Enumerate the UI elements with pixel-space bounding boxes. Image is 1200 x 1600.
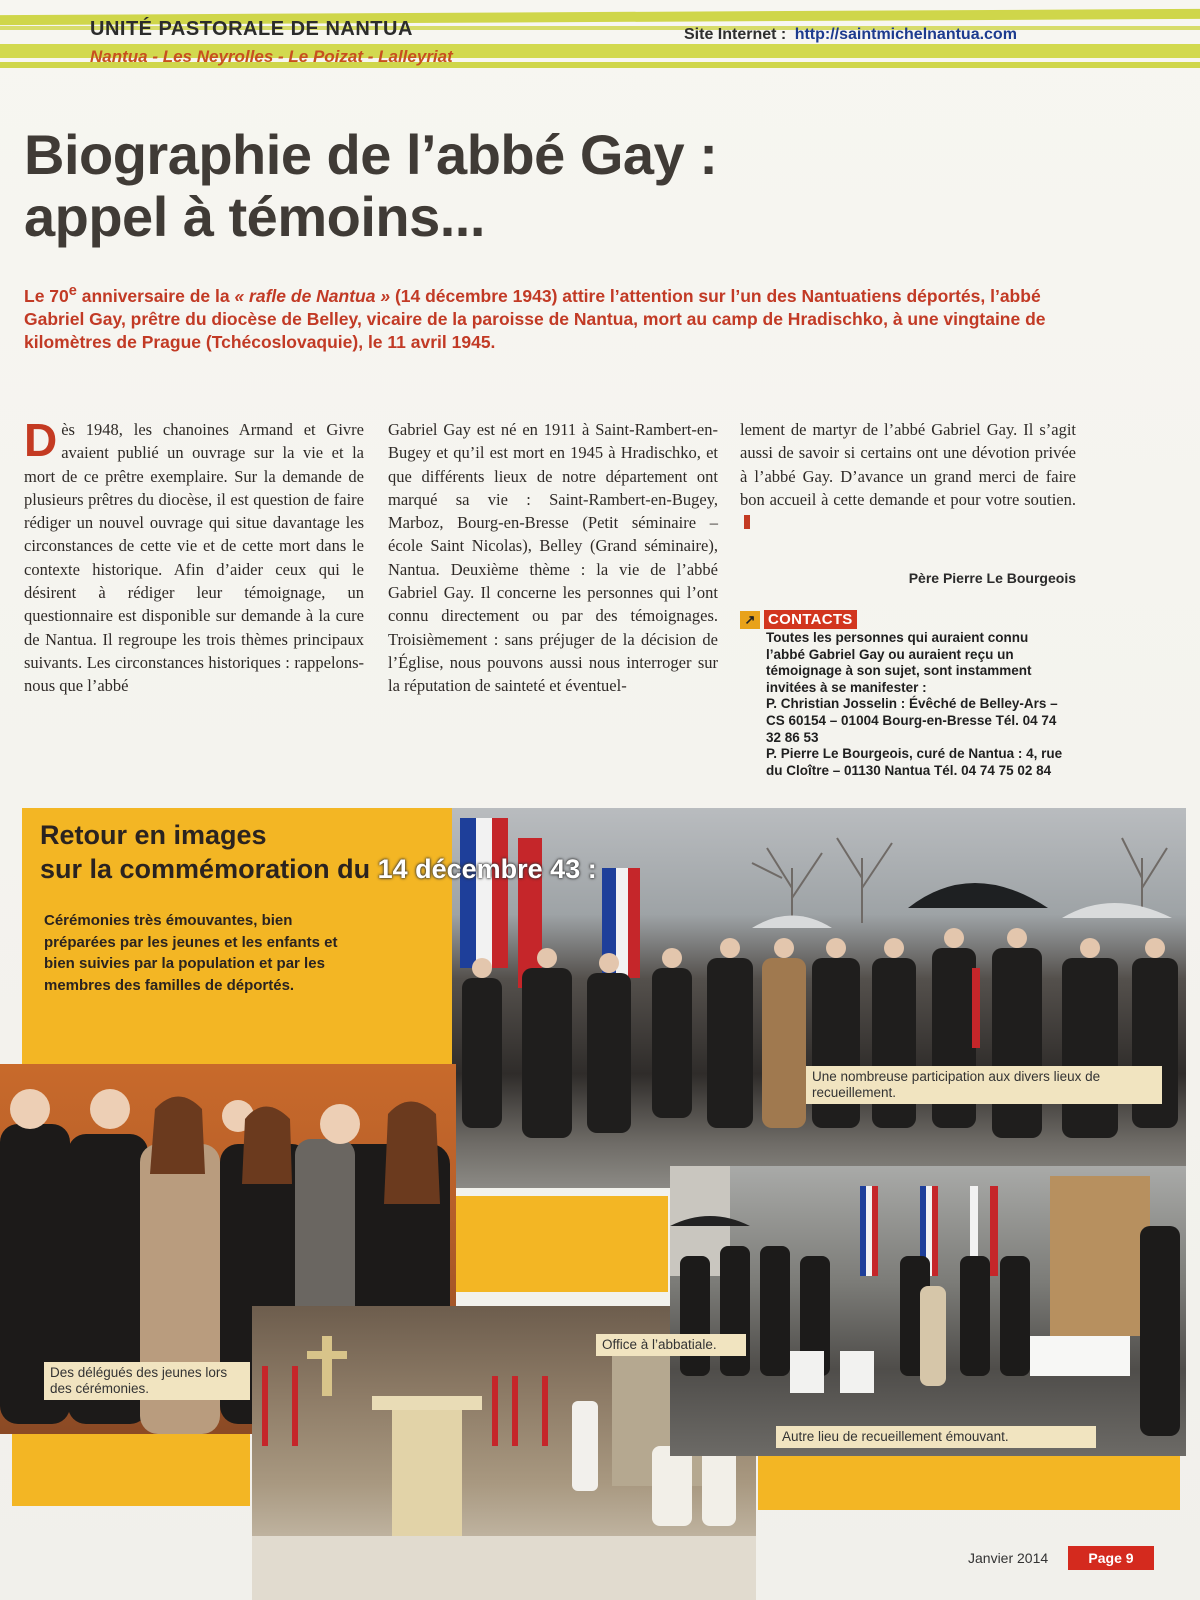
contacts-intro: Toutes les personnes qui auraient connu l’abbé Gabriel Gay ou auraient reçu un témoignage à son sujet, sont instamment invitées à se manifester :: [766, 630, 1032, 695]
lead-text: Le 70: [24, 285, 69, 306]
gallery-title-line-2a: sur la commémoration du: [40, 854, 378, 884]
gallery-title: [40, 818, 740, 886]
lead-text: anniversaire de la: [76, 285, 235, 306]
photo-street-ceremony: [670, 1166, 1186, 1456]
caption-church: Office à l’abbatiale.: [596, 1334, 746, 1356]
lead-emphasis: « rafle de Nantua »: [234, 285, 391, 306]
signature: Père Pierre Le Bourgeois: [908, 570, 1076, 586]
issue-date: Janvier 2014: [968, 1550, 1049, 1566]
contact-josselin: P. Christian Josselin : Évêché de Belley-Ars – CS 60154 – 01004 Bourg-en-Bresse Tél. 04 74 32 86 53: [766, 696, 1058, 745]
website-link[interactable]: http://saintmichelnantua.com: [794, 26, 1017, 43]
contacts-body: [766, 630, 1066, 779]
street-illustration: [670, 1166, 1186, 1456]
title-line-2: appel à témoins...: [24, 185, 485, 248]
organization-name: UNITÉ PASTORALE DE NANTUA: [90, 18, 413, 40]
end-mark: [744, 515, 750, 529]
article-column-2: Gabriel Gay est né en 1911 à Saint-Rambert-en-Bugey et qu’il est mort en 1945 à Hradischko, et que différents lieux de notre département ont marqué sa vie : Saint-Rambert-en-Bugey, Marboz, Bourg-en-Bresse (Petit séminaire – école Saint Nicolas), Belley (Grand séminaire), Nantua. Deuxième thème : la vie de l’abbé Gabriel Gay. Il concerne les personnes qui l’ont connu directement ou par des témoignages. Troisièmement : sans préjuger de la décision de l’Église, nous pouvons aussi nous interroger sur la réputation de sainteté et éventuel-: [388, 420, 718, 696]
contact-le-bourgeois: P. Pierre Le Bourgeois, curé de Nantua : 4, rue du Cloître – 01130 Nantua Tél. 04 74 75 02 84: [766, 746, 1063, 778]
website-label: Site Internet :: [684, 26, 787, 43]
gallery-yellow-panel: [456, 1196, 668, 1292]
contacts-label: CONTACTS: [764, 610, 857, 629]
gallery-title-line-1: Retour en images: [40, 820, 267, 850]
title-line-1: Biographie de l’abbé Gay :: [24, 123, 718, 186]
column-text: lement de martyr de l’abbé Gabriel Gay. Il s’agit aussi de savoir si certains ont une dévotion privée à l’abbé Gay. D’avance un grand merci de faire bon accueil à cette demande et pour votre soutien.: [740, 420, 1076, 509]
article-lead: [24, 280, 1064, 354]
article-title: [24, 124, 924, 248]
towns-list: Nantua - Les Neyrolles - Le Poizat - Lalleyriat: [90, 47, 453, 66]
gallery-yellow-panel: [12, 1434, 250, 1506]
header-band: [0, 0, 1200, 80]
gallery-yellow-panel: [758, 1456, 1180, 1510]
drop-cap: D: [24, 414, 58, 466]
lead-superscript: e: [68, 283, 77, 299]
arrow-icon: ↗: [740, 611, 760, 629]
article-column-1: [24, 414, 364, 698]
column-text: ès 1948, les chanoines Armand et Givre avaient publié un ouvrage sur la vie et la mort de ce prêtre exemplaire. Sur la demande de plusieurs prêtres du diocèse, il est question de faire rédiger un nouvel ouvrage qui situe davantage les circonstances de cette vie et de cette mort dans le contexte historique. Afin d’aider ceux qui le désirent à rédiger leur témoignage, un questionnaire est disponible sur demande à la cure de Nantua. Il regroupe les trois thèmes principaux suivants. Les circonstances historiques : rappelons-nous que l’abbé: [24, 420, 364, 696]
page-number-badge: Page 9: [1068, 1546, 1154, 1570]
caption-crowd: Une nombreuse participation aux divers lieux de recueillement.: [806, 1066, 1162, 1104]
gallery-description: Cérémonies très émouvantes, bien préparées par les jeunes et les enfants et bien suivies par la population et par les membres des familles de déportés.: [44, 912, 338, 994]
caption-youth: Des délégués des jeunes lors des cérémonies.: [44, 1362, 250, 1400]
website-line: [684, 26, 1017, 44]
contacts-heading: [740, 610, 857, 629]
article-column-3: [740, 418, 1076, 534]
caption-street: Autre lieu de recueillement émouvant.: [776, 1426, 1096, 1448]
gallery-title-date: 14 décembre 43 :: [377, 854, 597, 884]
lead-text: (14 décembre 1943) attire l’attention sur l’un des Nantuatiens déportés, l’abbé Gabriel Gay, prêtre du diocèse de Belley, vicaire de la paroisse de Nantua, mort au camp de Hradischko, à une vingtaine de kilomètres de Prague (Tchécoslovaquie), le 11 avril 1945.: [24, 285, 1046, 352]
